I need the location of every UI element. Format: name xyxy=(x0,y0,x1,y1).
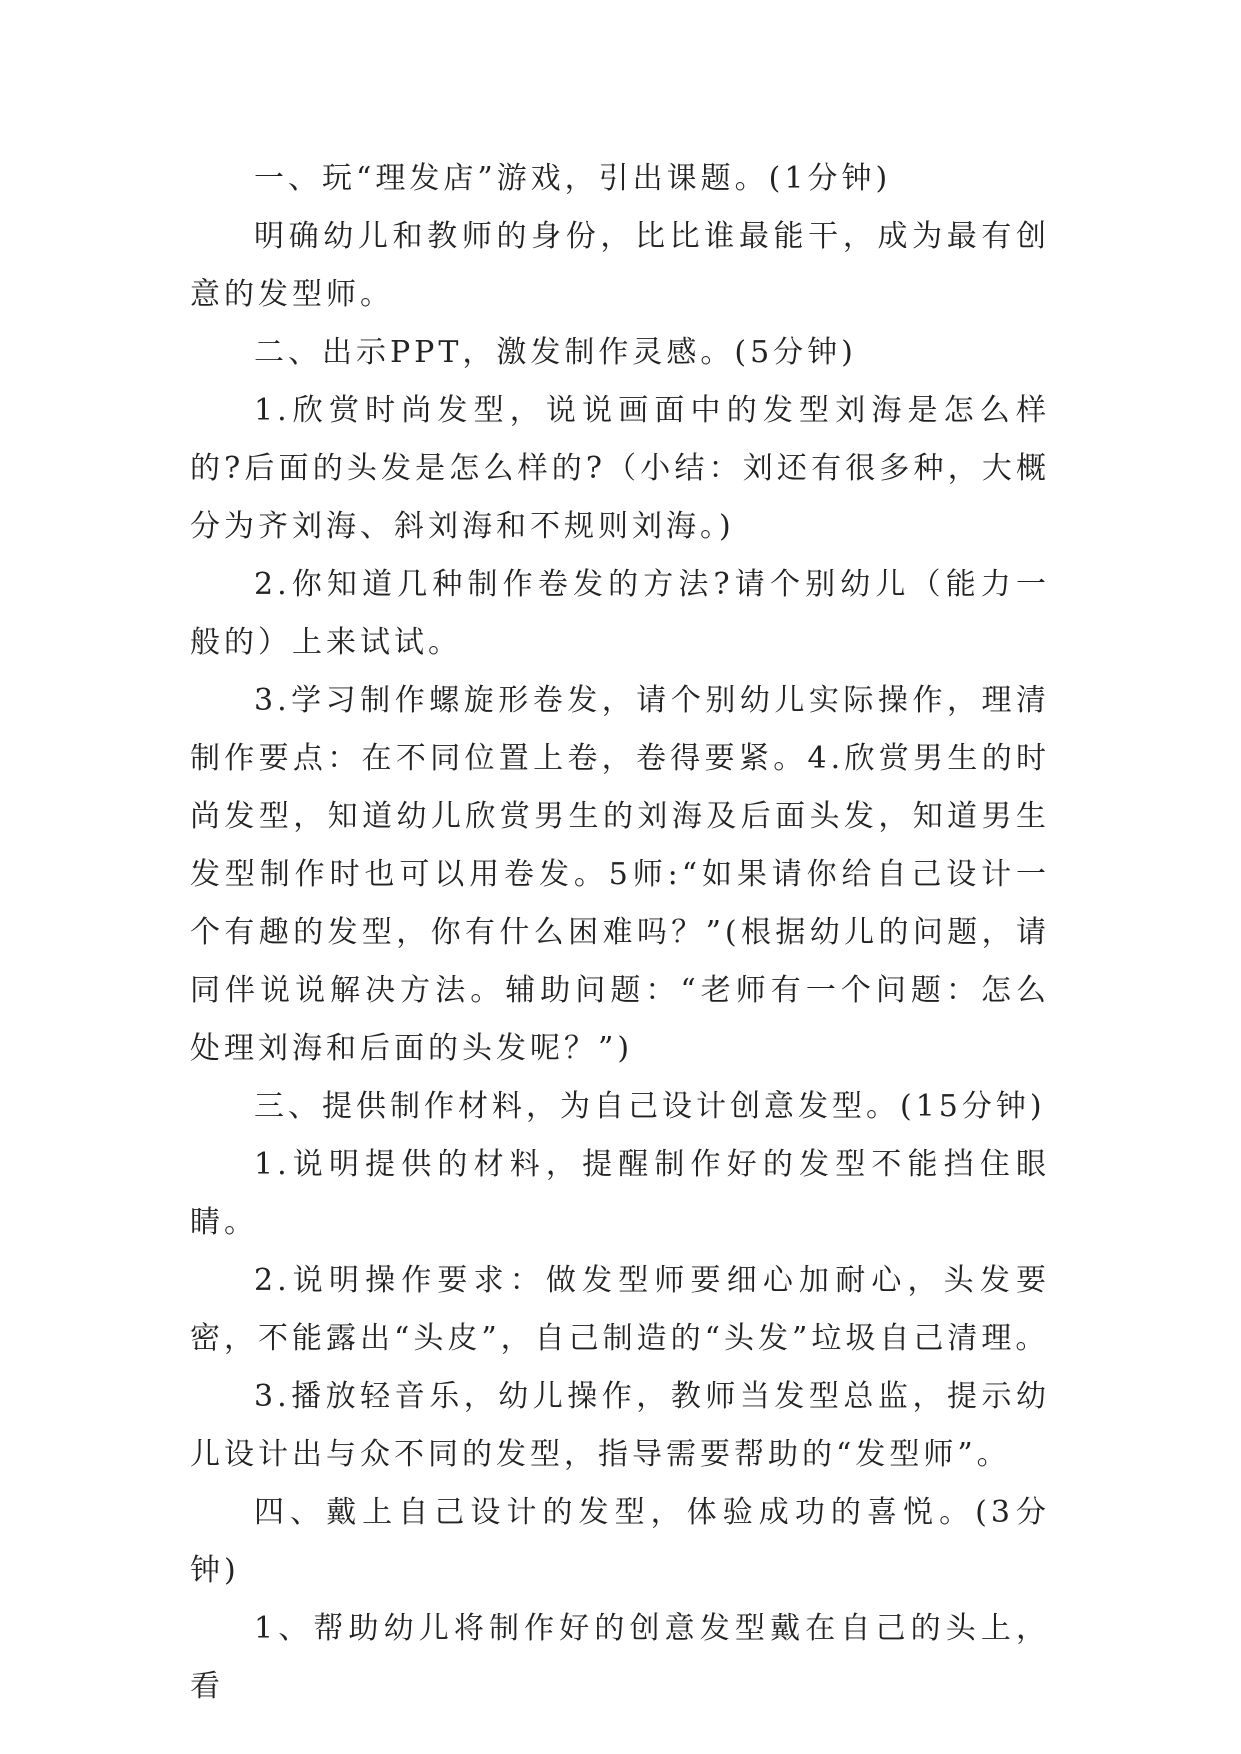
paragraph-section-2-heading: 二、出示PPT，激发制作灵感。(5分钟) xyxy=(254,335,857,370)
paragraph-section-3-item-3: 3.播放轻音乐，幼儿操作，教师当发型总监，提示幼儿设计出与众不同的发型，指导需要帮助的“发型师”。 xyxy=(190,1379,1050,1472)
paragraph-section-4-item-1: 1、帮助幼儿将制作好的创意发型戴在自己的头上，看 xyxy=(190,1611,1050,1704)
paragraph-section-1-heading: 一、玩“理发店”游戏，引出课题。(1分钟) xyxy=(254,161,892,196)
paragraph-section-2-item-3: 3.学习制作螺旋形卷发，请个别幼儿实际操作，理清制作要点：在不同位置上卷，卷得要紧。4.欣赏男生的时尚发型，知道幼儿欣赏男生的刘海及后面头发，知道男生发型制作时也可以用卷发。5师:“如果请你给自己设计一个有趣的发型，你有什么困难吗？”(根据幼儿的问题，请同伴说说解决方法。辅助问题：“老师有一个问题：怎么处理刘海和后面的头发呢？”) xyxy=(190,683,1050,1066)
paragraph-section-2-item-2: 2.你知道几种制作卷发的方法?请个别幼儿（能力一般的）上来试试。 xyxy=(190,567,1050,660)
paragraph-section-2-item-1: 1.欣赏时尚发型，说说画面中的发型刘海是怎么样的?后面的头发是怎么样的?（小结：刘还有很多种，大概分为齐刘海、斜刘海和不规则刘海。) xyxy=(190,393,1050,544)
document-body xyxy=(190,150,1050,1716)
paragraph-section-1-body: 明确幼儿和教师的身份，比比谁最能干，成为最有创意的发型师。 xyxy=(190,219,1050,312)
paragraph-section-3-item-2: 2.说明操作要求：做发型师要细心加耐心，头发要密，不能露出“头皮”，自己制造的“头发”垃圾自己清理。 xyxy=(190,1263,1050,1356)
paragraph-section-3-item-1: 1.说明提供的材料，提醒制作好的发型不能挡住眼睛。 xyxy=(190,1147,1050,1240)
paragraph-section-3-heading: 三、提供制作材料，为自己设计创意发型。(15分钟) xyxy=(254,1089,1046,1124)
paragraph-section-4-heading: 四、戴上自己设计的发型，体验成功的喜悦。(3分钟) xyxy=(190,1495,1050,1588)
